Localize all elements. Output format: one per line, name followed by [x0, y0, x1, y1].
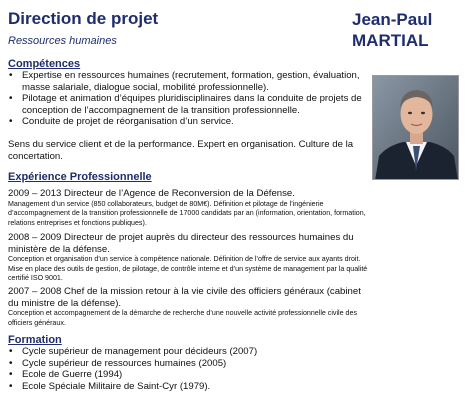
experience-entry: [8, 286, 370, 328]
person-name: [352, 9, 432, 51]
list-item: • Ecole de Guerre (1994): [8, 369, 370, 381]
portrait-photo: [372, 75, 459, 180]
formation-list: [8, 346, 370, 392]
list-item: • Ecole Spéciale Militaire de Saint-Cyr (1979).: [8, 381, 370, 393]
cv-subtitle: Ressources humaines: [8, 35, 117, 47]
list-item: • Cycle supérieur de ressources humaines (2005): [8, 358, 370, 370]
competences-summary: Sens du service client et de la performance. Expert en organisation. Culture de la concertation.: [8, 139, 354, 162]
experience-title: 2007 – 2008 Chef de la mission retour à la vie civile des officiers généraux (cabinet du ministre de la défense).: [8, 286, 361, 309]
competences-heading: Compétences: [8, 58, 81, 70]
formation-heading: Formation: [8, 334, 62, 346]
experience-description: Conception et accompagnement de la démarche de recherche d’une nouvelle activité professionnelle civile des officiers généraux.: [8, 309, 357, 327]
experience-title: 2009 – 2013 Directeur de l’Agence de Reconversion de la Défense.: [8, 188, 295, 199]
list-item: • Cycle supérieur de management pour décideurs (2007): [8, 346, 370, 358]
experience-title: 2008 – 2009 Directeur de projet auprès du directeur des ressources humaines du ministère de la défense.: [8, 232, 354, 255]
experience-description: Management d’un service (850 collaborateurs, budget de 80M€). Définition et pilotage de l’ingénierie d’accompagnement de la transition professionnelle de 17000 candidats par an (information, orientation, formation, relations entreprises et fonctions publiques).: [8, 199, 366, 227]
experience-description: Conception et organisation d’un service à compétence nationale. Définition de l’offre de service aux ayants droit. Mise en place des outils de gestion, de pilotage, de contrôle interne et d’un système de management par la qualité certifié ISO 9001.: [8, 255, 368, 283]
cv-title: Direction de projet: [8, 9, 159, 28]
experience-entry: [8, 188, 370, 228]
experience-entry: [8, 232, 370, 284]
competences-list: [8, 70, 370, 128]
list-item: • Conduite de projet de réorganisation d’un service.: [8, 116, 370, 128]
first-name: Jean-Paul: [352, 10, 433, 29]
experience-heading: Expérience Professionnelle: [8, 171, 152, 183]
portrait-illustration: [373, 76, 459, 180]
last-name: MARTIAL: [352, 31, 429, 50]
list-item: • Pilotage et animation d’équipes pluridisciplinaires dans la conduite de projets de conception de l’accompagnement de la transition professionnelle.: [8, 93, 370, 116]
list-item: • Expertise en ressources humaines (recrutement, formation, gestion, évaluation, masse salariale, dialogue social, mobilité professionnelle).: [8, 70, 370, 93]
